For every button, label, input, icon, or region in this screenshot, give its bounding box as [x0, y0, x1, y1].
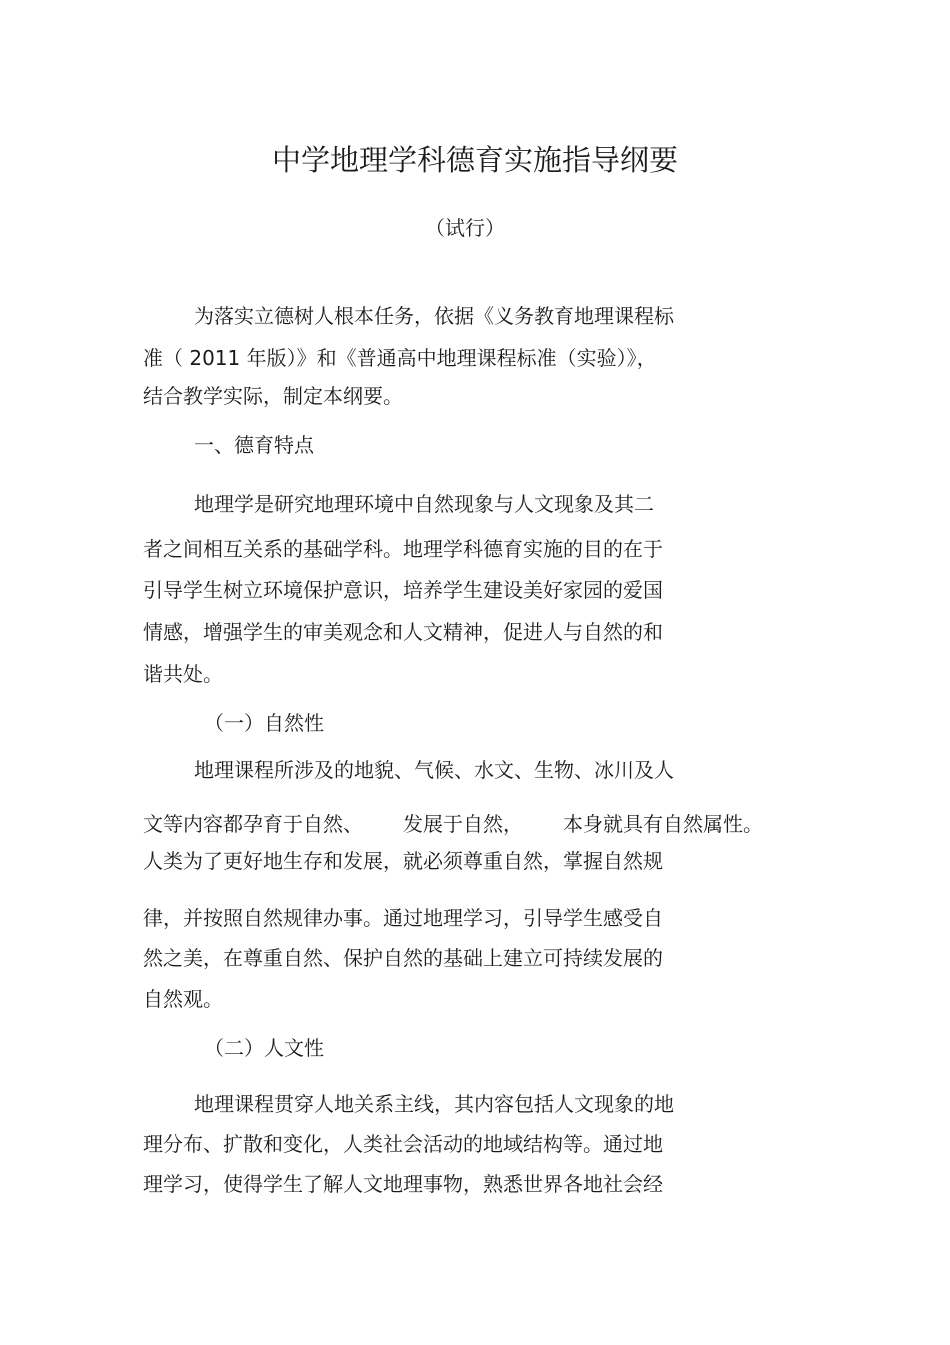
section-heading: 一、德育特点 — [194, 433, 314, 457]
paragraph-line: 地理课程所涉及的地貌、气候、水文、生物、冰川及人 — [194, 758, 674, 782]
paragraph-line: 自然观。 — [143, 987, 223, 1011]
paragraph-line: 准（ 2011 年版）》和《普通高中地理课程标准（实验）》， — [143, 346, 657, 370]
paragraph-line: 律，并按照自然规律办事。通过地理学习，引导学生感受自 — [143, 906, 663, 930]
paragraph-line: 地理课程贯穿人地关系主线，其内容包括人文现象的地 — [194, 1092, 674, 1116]
paragraph-line: 理学习，使得学生了解人文地理事物，熟悉世界各地社会经 — [143, 1172, 663, 1196]
subsection-heading: （一）自然性 — [204, 711, 324, 735]
line-segment: 文等内容都孕育于自然、 — [143, 812, 363, 836]
document-subtitle: （试行） — [425, 216, 505, 240]
paragraph-line — [143, 810, 763, 838]
paragraph-line: 人类为了更好地生存和发展，就必须尊重自然，掌握自然规 — [143, 849, 663, 873]
paragraph-line: 为落实立德树人根本任务，依据《义务教育地理课程标 — [194, 304, 674, 328]
paragraph-line: 引导学生树立环境保护意识，培养学生建设美好家园的爱国 — [143, 578, 663, 602]
paragraph-line: 者之间相互关系的基础学科。地理学科德育实施的目的在于 — [143, 537, 663, 561]
paragraph-line: 然之美，在尊重自然、保护自然的基础上建立可持续发展的 — [143, 946, 663, 970]
line-segment: 本身就具有自然属性。 — [563, 812, 763, 836]
paragraph-line: 谐共处。 — [143, 662, 223, 686]
paragraph-line: 理分布、扩散和变化，人类社会活动的地域结构等。通过地 — [143, 1132, 663, 1156]
paragraph-line: 结合教学实际，制定本纲要。 — [143, 384, 403, 408]
paragraph-line: 地理学是研究地理环境中自然现象与人文现象及其二 — [194, 492, 654, 516]
line-segment: 发展于自然， — [403, 812, 523, 836]
document-title: 中学地理学科德育实施指导纲要 — [271, 143, 678, 177]
paragraph-line: 情感，增强学生的审美观念和人文精神，促进人与自然的和 — [143, 620, 663, 644]
subsection-heading: （二）人文性 — [204, 1036, 324, 1060]
